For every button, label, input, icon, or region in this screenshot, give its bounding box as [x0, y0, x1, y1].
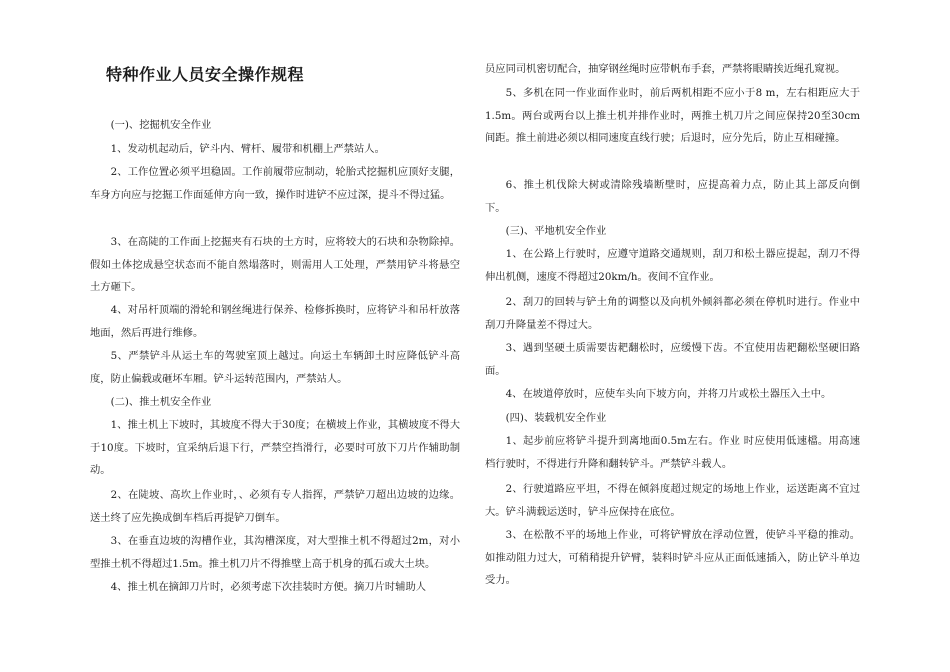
- paragraph: 员应同司机密切配合，抽穿钢丝绳时应带帆布手套，严禁将眼睛挨近绳孔窥视。: [485, 63, 846, 75]
- paragraph: 2、行驶道路应平坦，不得在倾斜度超过规定的场地上作业，运送距离不宜过大。铲斗满载运送时，铲斗应保持在底位。: [485, 483, 860, 518]
- paragraph: 6、推土机伐除大树或清除残墙断壁时，应提高着力点，防止其上部反向倒下。: [485, 179, 860, 214]
- section-heading-bulldozer: (二)、推土机安全作业: [110, 396, 212, 408]
- paragraph: 4、在坡道停放时，应使车头向下坡方向，并将刀片或松土器压入土中。: [505, 388, 832, 400]
- paragraph: 4、推土机在摘卸刀片时，必须考虑下次挂装时方便。摘刀片时辅助人: [110, 581, 427, 593]
- paragraph: 5、多机在同一作业面作业时，前后两机相距不应小于8 m，左右相距应大于1.5m。两台或两台以上推土机并排作业时，两推土机刀片之间应保持20至30cm间距。推土前进必须以相同速度直线行驶；后退时，应分先后，防止互相碰撞。: [485, 87, 860, 144]
- section-heading-grader: (三)、平地机安全作业: [505, 225, 607, 237]
- paragraph: 2、刮刀的回转与铲土角的调整以及向机外倾斜都必须在停机时进行。作业中刮刀升降量差不得过大。: [485, 296, 860, 331]
- paragraph: 3、在垂直边坡的沟槽作业，其沟槽深度，对大型推土机不得超过2m，对小型推土机不得超过1.5m。推土机刀片不得推壁上高于机身的孤石或大土块。: [90, 535, 460, 570]
- paragraph: 5、严禁铲斗从运土车的驾驶室顶上越过。向运土车辆卸土时应降低铲斗高度，防止偏载或砸坏车厢。铲斗运转范围内，严禁站人。: [90, 350, 460, 385]
- paragraph: 1、推土机上下坡时，其坡度不得大于30度；在横坡上作业，其横坡度不得大于10度。下坡时，宜采纳后退下行，严禁空挡滑行，必要时可放下刀片作辅助制动。: [90, 419, 460, 476]
- paragraph: 3、遇到坚硬土质需要齿耙翻松时，应缓慢下齿。不宜使用齿耙翻松坚硬旧路面。: [485, 342, 860, 377]
- section-heading-excavator: (一)、挖掘机安全作业: [110, 119, 212, 131]
- paragraph: 2、在陡坡、高坎上作业时，、必须有专人指挥，严禁铲刀超出边坡的边缘。送土终了应先换成倒车档后再提铲刀倒车。: [90, 489, 460, 524]
- paragraph: 4、对吊杆顶端的滑轮和钢丝绳进行保养、检修拆换时，应将铲斗和吊杆放落地面，然后再进行维修。: [90, 304, 460, 339]
- paragraph: 2、工作位置必须平坦稳固。工作前履带应制动，轮胎式挖掘机应顶好支腿，车身方向应与挖掘工作面延伸方向一致，操作时进铲不应过深，提斗不得过猛。: [90, 166, 460, 201]
- paragraph: 1、在公路上行驶时，应遵守道路交通规则，刮刀和松土器应提起，刮刀不得伸出机侧，速度不得超过20km/h。夜间不宜作业。: [485, 248, 860, 283]
- paragraph: 3、在高陡的工作面上挖掘夹有石块的土方时，应将较大的石块和杂物除掉。假如土体挖成悬空状态而不能自然塌落时，则需用人工处理，严禁用铲斗将悬空土方砸下。: [90, 236, 460, 293]
- section-heading-loader: (四)、装载机安全作业: [505, 412, 607, 424]
- page-title: 特种作业人员安全操作规程: [106, 65, 305, 84]
- paragraph: 3、在松散不平的场地上作业，可将铲臂放在浮动位置，使铲斗平稳的推动。如推动阻力过大，可稍稍提升铲臂，装料时铲斗应从正面低速插入，防止铲斗单边受力。: [485, 529, 860, 586]
- paragraph: 1、发动机起动后，铲斗内、臂杆、履带和机棚上严禁站人。: [110, 143, 385, 155]
- paragraph: 1、起步前应将铲斗提升到离地面0.5m左右。作业 时应使用低速檔。用高速档行驶时，不得进行升降和翻转铲斗。严禁铲斗载人。: [485, 435, 860, 470]
